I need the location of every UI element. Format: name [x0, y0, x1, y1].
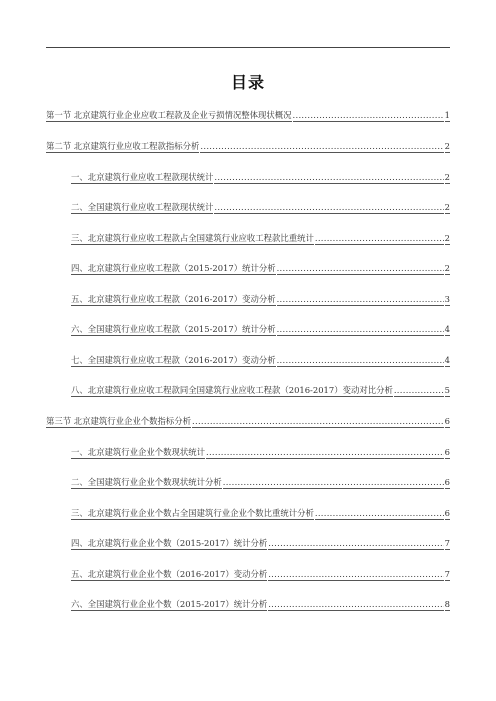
toc-leader-dots: [277, 355, 444, 367]
toc-entry-3-6[interactable]: [71, 600, 450, 611]
toc-entry-label: 七、全国建筑行业应收工程款（2016-2017）变动分析: [71, 355, 276, 365]
toc-entry-page: 6: [444, 477, 450, 487]
toc-entry-label: 五、北京建筑行业企业个数（2016-2017）变动分析: [71, 569, 268, 579]
toc-leader-dots: [268, 599, 443, 611]
toc-entry-page: 6: [444, 508, 450, 518]
toc-entry-page: 8: [444, 599, 450, 609]
toc-leader-dots: [268, 538, 443, 550]
toc-entry-section-2[interactable]: [46, 142, 450, 153]
toc-entry-label: 第二节 北京建筑行业应收工程款指标分析: [46, 141, 200, 151]
toc-entry-page: 2: [444, 263, 450, 273]
toc-leader-dots: [206, 447, 444, 459]
toc-entry-2-6[interactable]: [71, 325, 450, 336]
toc-leader-dots: [192, 416, 444, 428]
toc-entry-label: 第一节 北京建筑行业企业应收工程款及企业亏损情况整体现状概况: [46, 110, 292, 120]
toc-entry-3-3[interactable]: [71, 509, 450, 520]
toc-entry-2-8[interactable]: [71, 386, 450, 397]
toc-entry-label: 四、北京建筑行业企业个数（2015-2017）统计分析: [71, 538, 268, 548]
toc-leader-dots: [277, 263, 444, 275]
toc-entry-page: 5: [444, 385, 450, 395]
toc-entry-2-3[interactable]: [71, 234, 450, 245]
toc-entry-label: 三、北京建筑行业企业个数占全国建筑行业企业个数比重统计分析: [71, 508, 314, 518]
toc-entry-page: 4: [444, 324, 450, 334]
toc-entry-section-1[interactable]: [46, 111, 450, 122]
toc-entry-3-2[interactable]: [71, 478, 450, 489]
toc-entry-label: 六、全国建筑行业应收工程款（2015-2017）统计分析: [71, 324, 276, 334]
toc-entry-3-5[interactable]: [71, 570, 450, 581]
toc-entry-label: 一、北京建筑行业应收工程款现状统计: [71, 172, 214, 182]
toc-leader-dots: [214, 172, 443, 184]
toc-entry-label: 二、全国建筑行业企业个数现状统计分析: [71, 477, 222, 487]
toc-leader-dots: [214, 202, 443, 214]
toc-entry-page: 7: [444, 569, 450, 579]
toc-entry-label: 五、北京建筑行业应收工程款（2016-2017）变动分析: [71, 294, 276, 304]
toc-entry-page: 2: [444, 141, 450, 151]
header-rule: [46, 47, 450, 48]
toc-leader-dots: [223, 477, 444, 489]
toc-leader-dots: [315, 508, 444, 520]
toc-entry-label: 三、北京建筑行业应收工程款占全国建筑行业应收工程款比重统计: [71, 233, 314, 243]
toc-entry-2-7[interactable]: [71, 356, 450, 367]
toc-entry-3-4[interactable]: [71, 539, 450, 550]
toc-entry-label: 六、全国建筑行业企业个数（2015-2017）统计分析: [71, 599, 268, 609]
toc-leader-dots: [268, 569, 443, 581]
toc-entry-2-5[interactable]: [71, 295, 450, 306]
toc-entry-page: 7: [444, 538, 450, 548]
toc-entry-label: 八、北京建筑行业应收工程款同全国建筑行业应收工程款（2016-2017）变动对比分析: [71, 385, 393, 395]
toc-leader-dots: [315, 233, 444, 245]
toc-leader-dots: [200, 141, 443, 153]
toc-entry-label: 第三节 北京建筑行业企业个数指标分析: [46, 416, 192, 426]
toc-entry-3-1[interactable]: [71, 448, 450, 459]
toc-entry-page: 1: [444, 110, 450, 120]
toc-entry-label: 二、全国建筑行业应收工程款现状统计: [71, 202, 214, 212]
toc-entry-page: 4: [444, 355, 450, 365]
toc-entry-page: 2: [444, 233, 450, 243]
toc-leader-dots: [394, 385, 444, 397]
toc-leader-dots: [277, 324, 444, 336]
toc-leader-dots: [277, 294, 444, 306]
toc-entry-page: 6: [444, 447, 450, 457]
toc-entry-page: 2: [444, 172, 450, 182]
toc-entry-2-1[interactable]: [71, 173, 450, 184]
toc-entry-page: 3: [444, 294, 450, 304]
toc-entry-page: 6: [444, 416, 450, 426]
toc-entry-page: 2: [444, 202, 450, 212]
toc-entry-label: 四、北京建筑行业应收工程款（2015-2017）统计分析: [71, 263, 276, 273]
toc-leader-dots: [293, 110, 444, 122]
toc-entry-2-4[interactable]: [71, 264, 450, 275]
toc-entry-section-3[interactable]: [46, 417, 450, 428]
page-title: 目录: [230, 73, 265, 92]
toc-entry-2-2[interactable]: [71, 203, 450, 214]
toc-entry-label: 一、北京建筑行业企业个数现状统计: [71, 447, 205, 457]
